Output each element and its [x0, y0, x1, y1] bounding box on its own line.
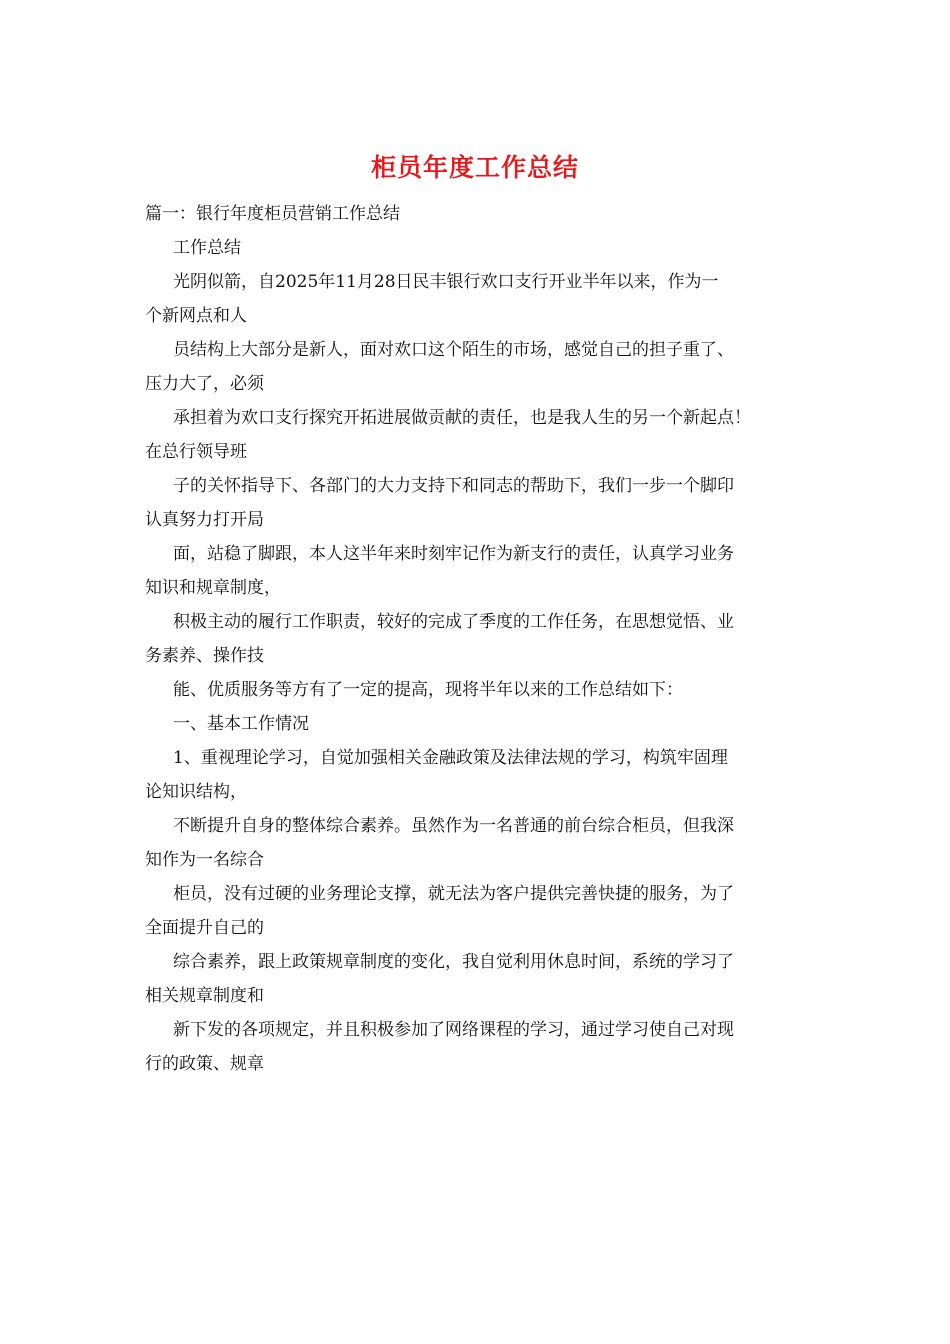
text-line: 柜员，没有过硬的业务理论支撑，就无法为客户提供完善快捷的服务，为了	[173, 884, 734, 904]
text-line: 新下发的各项规定，并且积极参加了网络课程的学习，通过学习使自己对现	[173, 1020, 734, 1040]
text-line: 论知识结构，	[145, 782, 247, 802]
text-line: 工作总结	[173, 238, 241, 258]
text-line: 一、基本工作情况	[173, 714, 309, 734]
page-title: 柜员年度工作总结	[370, 153, 579, 182]
text-line: 1、重视理论学习，自觉加强相关金融政策及法律法规的学习，构筑牢固理	[173, 748, 728, 768]
text-line: 光阴似箭，自2025年11月28日民丰银行欢口支行开业半年以来，作为一	[173, 272, 719, 292]
text-line: 认真努力打开局	[145, 510, 264, 530]
text-line: 能、优质服务等方有了一定的提高，现将半年以来的工作总结如下：	[173, 680, 683, 700]
text-line: 行的政策、规章	[145, 1054, 264, 1074]
text-line: 子的关怀指导下、各部门的大力支持下和同志的帮助下，我们一步一个脚印	[173, 476, 734, 496]
text-line: 积极主动的履行工作职责，较好的完成了季度的工作任务，在思想觉悟、业	[173, 612, 734, 632]
document-body	[145, 197, 815, 1081]
text-line: 面，站稳了脚跟，本人这半年来时刻牢记作为新支行的责任，认真学习业务	[173, 544, 734, 564]
text-line: 相关规章制度和	[145, 986, 264, 1006]
text-line: 个新网点和人	[145, 306, 247, 326]
text-line: 务素养、操作技	[145, 646, 264, 666]
text-line: 压力大了，必须	[145, 374, 264, 394]
text-line: 知作为一名综合	[145, 850, 264, 870]
text-line: 综合素养，跟上政策规章制度的变化，我自觉利用休息时间，系统的学习了	[173, 952, 734, 972]
text-line: 知识和规章制度，	[145, 578, 281, 598]
text-line: 员结构上大部分是新人，面对欢口这个陌生的市场，感觉自己的担子重了、	[173, 340, 734, 360]
text-line: 全面提升自己的	[145, 918, 264, 938]
text-line: 篇一：银行年度柜员营销工作总结	[145, 204, 400, 224]
text-line: 在总行领导班	[145, 442, 247, 462]
text-line: 不断提升自身的整体综合素养。虽然作为一名普通的前台综合柜员，但我深	[173, 816, 734, 836]
text-line: 承担着为欢口支行探究开拓进展做贡献的责任，也是我人生的另一个新起点！	[173, 408, 751, 428]
